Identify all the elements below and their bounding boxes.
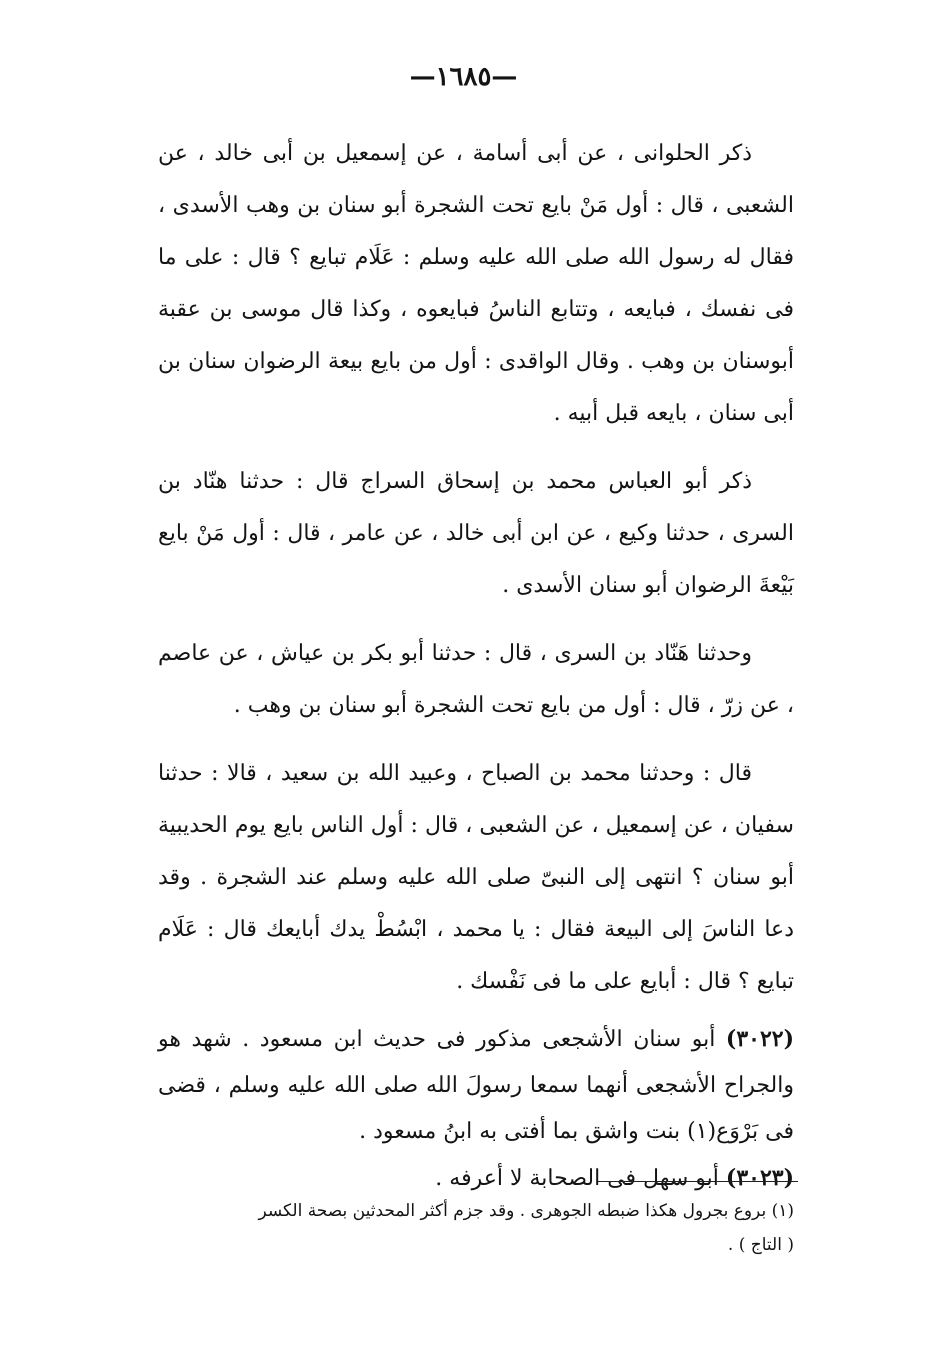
entry-text: أبو سنان الأشجعى مذكور فى حديث ابن مسعود . شهد هو والجراح الأشجعى أنهما سمعا رسولَ الله صلى الله عليه وسلم ، قضى فى بَرْوَع(١) بنت واشق بما أفتى به ابنُ مسعود . — [158, 1027, 794, 1144]
footnote-line: ( التاج ) . — [727, 1235, 794, 1255]
paragraph-sarraj: ذكر أبو العباس محمد بن إسحاق السراج قال : حدثنا هنّاد بن السرى ، حدثنا وكيع ، عن ابن أبى خالد ، عن عامر ، قال : أول مَنْ بايع بَيْعةَ الرضوان أبو سنان الأسدى . — [158, 469, 794, 598]
page-number: —١٦٨٥— — [409, 62, 518, 92]
entry-number: (٣٠٢٢) — [725, 1026, 794, 1052]
paragraph-ibn-sabbah: قال : وحدثنا محمد بن الصباح ، وعبيد الله بن سعيد ، قالا : حدثنا سفيان ، عن إسمعيل ، عن الشعبى ، قال : أول الناس بايع يوم الحديبية أبو سنان ؟ انتهى إلى النبىّ صلى الله عليه وسلم عند الشجرة . وقد دعا الناسَ إلى البيعة فقال : يا محمد ، ابْسُطْ يدك أبايعك قال : عَلَام تبايع ؟ قال : أبايع على ما فى نَفْسك . — [158, 761, 794, 994]
footnote-line: (١) بروع بجرول هكذا ضبطه الجوهرى . وقد جزم أكثر المحدثين بصحة الكسر — [258, 1201, 794, 1221]
paragraph-hannad: وحدثنا هَنّاد بن السرى ، قال : حدثنا أبو بكر بن عياش ، عن عاصم ، عن زرّ ، قال : أول من بايع تحت الشجرة أبو سنان بن وهب . — [158, 641, 794, 718]
entry-number: (٣٠٢٣) — [725, 1165, 794, 1191]
footnote — [158, 1194, 794, 1262]
entry-3022 — [158, 1016, 794, 1155]
main-text — [158, 128, 794, 1202]
paragraph-first-bayah: ذكر الحلوانى ، عن أبى أسامة ، عن إسمعيل بن أبى خالد ، عن الشعبى ، قال : أول مَنْ بايع تحت الشجرة أبو سنان بن وهب الأسدى ، فقال له رسول الله صلى الله عليه وسلم : عَلَام تبايع ؟ قال : على ما فى نفسك ، فبايعه ، وتتابع الناسُ فبايعوه ، وكذا قال موسى بن عقبة أبوسنان بن وهب . وقال الواقدى : أول من بايع بيعة الرضوان سنان بن أبى سنان ، بايعه قبل أبيه . — [158, 141, 794, 426]
entry-text: أبو سهل فى الصحابة لا أعرفه . — [435, 1166, 719, 1191]
footnote-divider — [598, 1181, 798, 1182]
